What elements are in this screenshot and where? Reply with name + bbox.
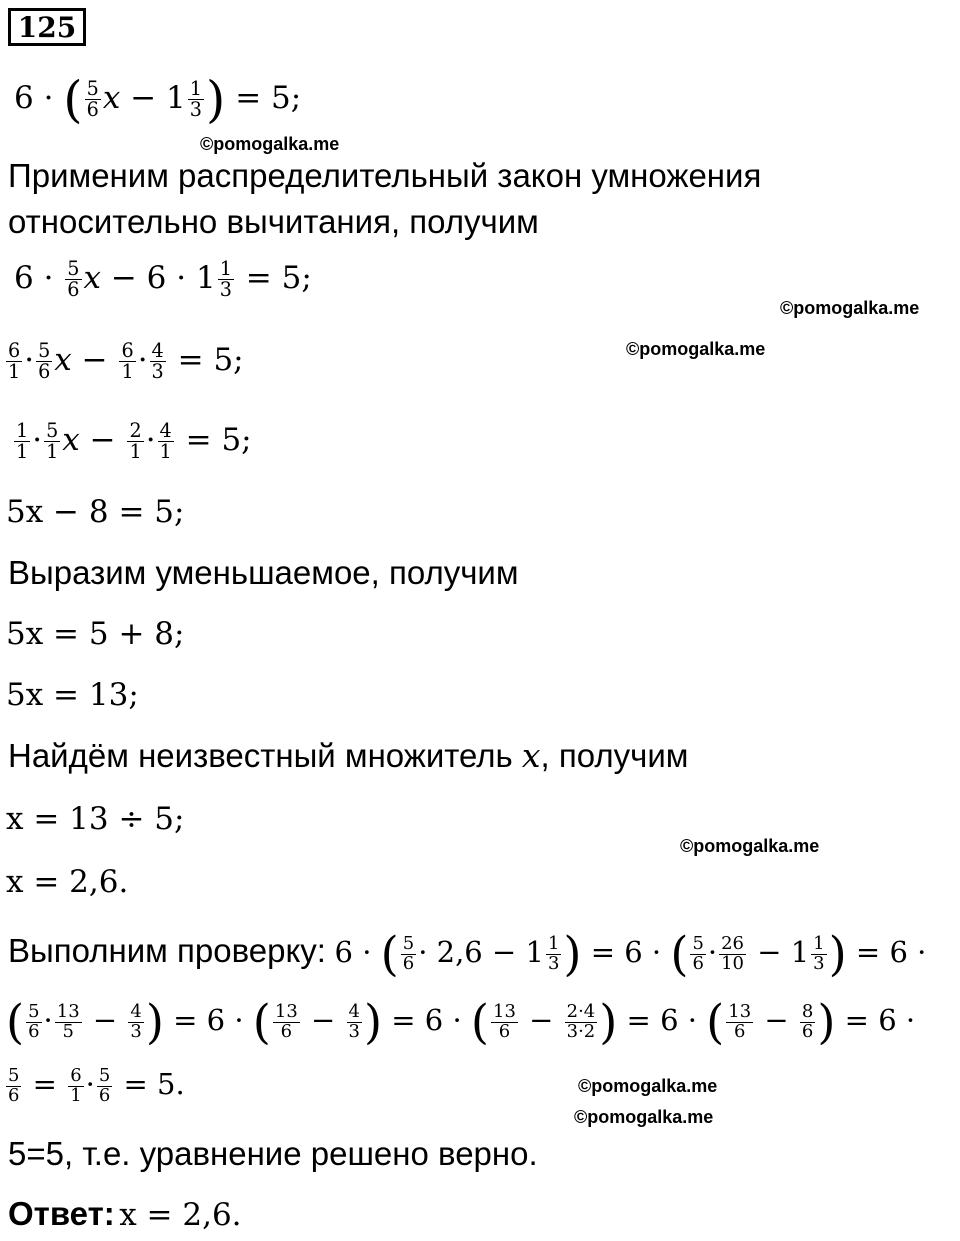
equation-5x-13: 5x = 13; <box>6 677 139 713</box>
equation-initial: 6 · ( $\frac{5}{6}$ x − 1 $\frac{1}{3}$ ) = 5; <box>14 70 302 129</box>
check-line-2: ( $\frac{5}{6}$ · $\frac{13}{5}$ − $\frac{4}{3}$ ) = 6 · ( $\frac{13}{6}$ − $\frac{4}{3}$ ) = 6 · ( $\frac{13}{6}$ − $\frac{2\cdot 4}{3\cdot 2}$ ) = 6 · ( $\frac{13}{6}$ − $\frac{8}{6}$ ) = 6 · <box>6 995 916 1049</box>
text-find-factor: Найдём неизвестный множитель x, получим <box>8 736 689 775</box>
equation-distributed: 6 · $\frac{5}{6}$ x − 6 · 1 $\frac{1}{3}$ = 5; <box>14 256 312 301</box>
watermark: ©pomogalka.me <box>680 836 820 856</box>
watermark: ©pomogalka.me <box>626 339 766 359</box>
watermark: ©pomogalka.me <box>780 298 920 318</box>
equation-reduced: $\frac{1}{1}$ · $\frac{5}{1}$ x − $\frac{2}{1}$ · $\frac{4}{1}$ = 5; <box>16 418 252 463</box>
watermark: ©pomogalka.me <box>574 1107 714 1127</box>
problem-number-box: 125 <box>8 8 86 46</box>
equation-fractions: $\frac{6}{1}$ · $\frac{5}{6}$ x − $\frac{6}{1}$ · $\frac{4}{3}$ = 5; <box>8 338 244 383</box>
text-apply-law-1: Применим распределительный закон умножения <box>8 157 762 194</box>
check-line-3: $\frac{5}{6}$ = $\frac{6}{1}$ · $\frac{5}{6}$ = 5. <box>8 1064 185 1106</box>
equation-5x-minus-8: 5x − 8 = 5; <box>6 494 185 530</box>
watermark: ©pomogalka.me <box>200 134 340 154</box>
answer-value: x = 2,6. <box>119 1197 242 1233</box>
check-line-1: Выполним проверку: 6 · ( $\frac{5}{6}$ · 2,6 − 1 $\frac{1}{3}$ ) = 6 · ( $\frac{5}{6}$ · $\frac{26}{10}$ − 1 $\frac{1}{3}$ ) = 6 · <box>8 927 927 981</box>
text-conclusion: 5=5, т.е. уравнение решено верно. <box>8 1135 538 1172</box>
answer-label: Ответ: <box>8 1195 115 1232</box>
watermark: ©pomogalka.me <box>578 1076 718 1096</box>
equation-x-result: x = 2,6. <box>6 864 129 900</box>
text-apply-law-2: относительно вычитания, получим <box>8 203 539 240</box>
equation-x-division: x = 13 ÷ 5; <box>6 801 185 837</box>
text-express-minuend: Выразим уменьшаемое, получим <box>8 554 519 591</box>
answer-line <box>8 1194 242 1241</box>
equation-5x-sum: 5x = 5 + 8; <box>6 616 185 652</box>
